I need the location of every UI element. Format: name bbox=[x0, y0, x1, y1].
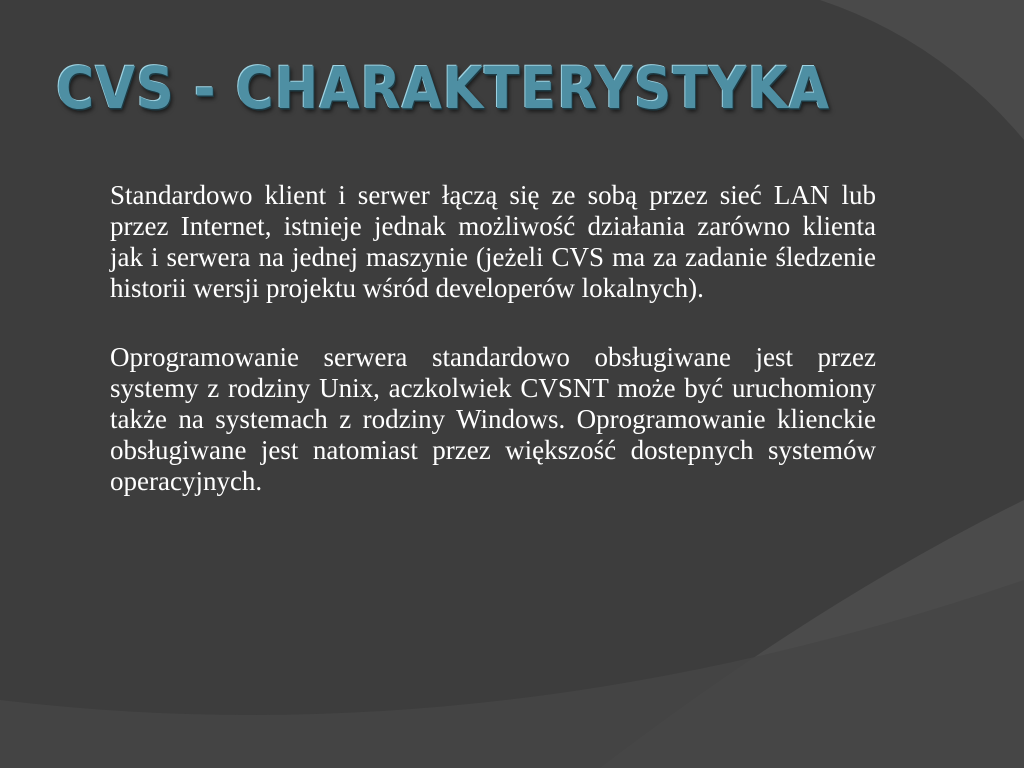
slide-body bbox=[110, 180, 876, 535]
corner-shape-top-right bbox=[820, 0, 1024, 140]
paragraph-2: Oprogramowanie serwera standardowo obsługiwane jest przez systemy z rodziny Unix, aczkolwiek CVSNT może być uruchomiony także na systemach z rodziny Windows. Oprogramowanie klienckie obsługiwane jest natomiast przez większość dostepnych systemów operacyjnych. bbox=[110, 342, 876, 496]
paragraph-1: Standardowo klient i serwer łączą się ze sobą przez sieć LAN lub przez Internet, istnieje jednak możliwość działania zarówno klienta jak i serwera na jednej maszynie (jeżeli CVS ma za zadanie śledzenie historii wersji projektu wśród developerów lokalnych). bbox=[110, 180, 876, 303]
slide-title: CVS - CHARAKTERYSTYKA bbox=[56, 55, 831, 123]
